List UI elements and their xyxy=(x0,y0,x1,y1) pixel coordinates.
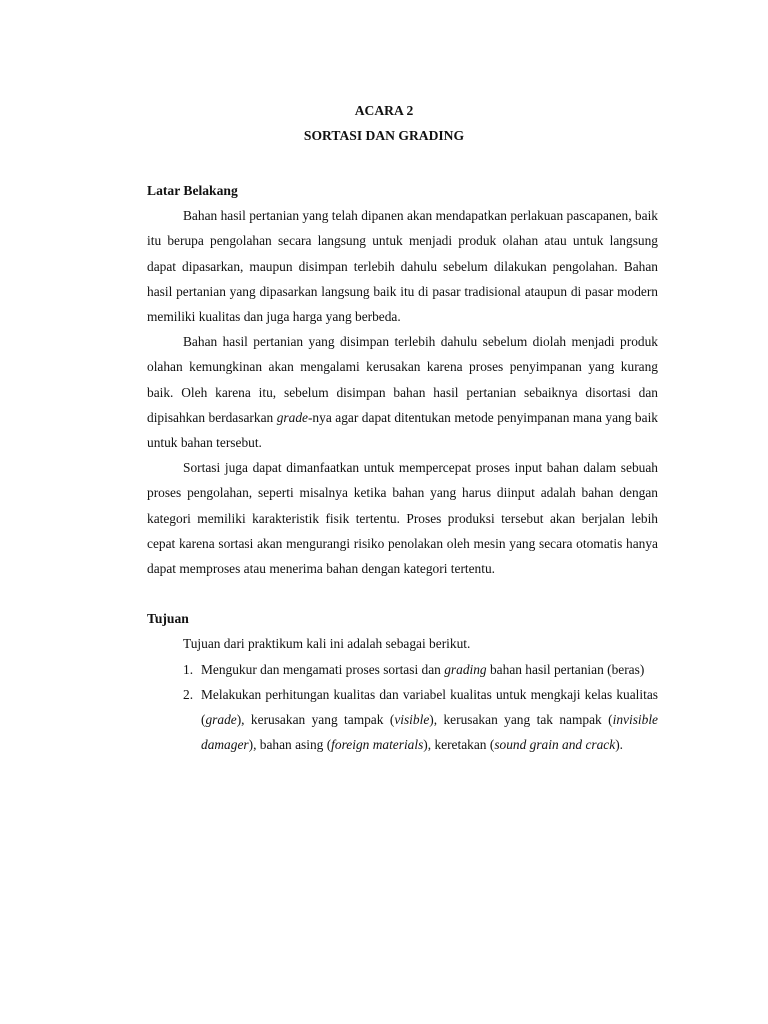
list-item xyxy=(147,657,658,682)
italic-term: foreign materials xyxy=(331,737,424,753)
paragraph xyxy=(147,455,658,581)
list-item-text xyxy=(201,662,644,677)
text-run: ), keretakan ( xyxy=(423,737,495,753)
italic-term: invisible damager xyxy=(201,712,658,753)
section-tujuan xyxy=(147,606,658,757)
list-item xyxy=(147,682,658,758)
text-run: Mengukur dan mengamati proses sortasi dan xyxy=(201,661,445,677)
tujuan-list xyxy=(147,657,658,758)
italic-term: grade xyxy=(276,409,308,425)
text-run: Bahan hasil pertanian yang telah dipanen akan mendapatkan perlakuan pascapanen, baik itu berupa pengolahan secara langsung untuk menjadi produk olahan atau untuk langsung dapat dipasarkan, maupun disimpan terlebih dahulu sebelum dilakukan pengolahan. Bahan hasil pertanian yang dipasarkan langsung baik itu di pasar tradisional ataupun di pasar modern memiliki kualitas dan juga harga yang berbeda. xyxy=(147,208,658,325)
section-latar-belakang xyxy=(147,178,658,581)
italic-term: grading xyxy=(444,661,487,677)
tujuan-intro: Tujuan dari praktikum kali ini adalah sebagai berikut. xyxy=(183,636,471,652)
document-content xyxy=(147,178,658,757)
paragraph xyxy=(147,203,658,329)
text-run: Bahan hasil pertanian yang disimpan terlebih dahulu sebelum diolah menjadi produk olahan kemungkinan akan mengalami kerusakan karena proses penyimpanan yang kurang baik. Oleh karena itu, sebelum disimpan bahan hasil pertanian sebaiknya disortasi dan dipisahkan berdasarkan xyxy=(147,334,658,425)
document-title: ACARA 2 xyxy=(354,103,414,118)
italic-term: visible xyxy=(394,712,430,728)
text-run: bahan hasil pertanian (beras) xyxy=(486,661,645,677)
italic-term: grade xyxy=(205,712,237,728)
italic-term: sound grain and crack xyxy=(494,737,616,753)
text-run: ). xyxy=(615,737,624,753)
text-run: ), bahan asing ( xyxy=(248,737,332,753)
list-item-text xyxy=(201,687,658,752)
list-item-number: 1. xyxy=(183,661,194,677)
text-run: ), kerusakan yang tak nampak ( xyxy=(429,712,613,728)
paragraph xyxy=(147,329,658,455)
section-heading-latar-belakang: Latar Belakang xyxy=(147,183,238,198)
section-heading-tujuan: Tujuan xyxy=(147,611,189,627)
list-item-number: 2. xyxy=(183,686,194,702)
text-run: Sortasi juga dapat dimanfaatkan untuk mempercepat proses input bahan dalam sebuah proses pengolahan, seperti misalnya ketika bahan yang harus diinput adalah bahan dengan kategori memiliki karakteristik fisik tertentu. Proses produksi tersebut akan berjalan lebih cepat karena sortasi akan mengurangi risiko penolakan oleh mesin yang secara otomatis hanya dapat memproses atau menerima bahan dengan kategori tertentu. xyxy=(147,460,658,577)
text-run: ), kerusakan yang tampak ( xyxy=(236,712,395,728)
text-run: -nya agar dapat ditentukan metode penyimpanan mana yang baik untuk bahan tersebut. xyxy=(147,409,658,451)
text-run: Melakukan perhitungan kualitas dan variabel kualitas untuk mengkaji kelas kualitas ( xyxy=(201,686,658,728)
document-subtitle: SORTASI DAN GRADING xyxy=(303,128,465,143)
